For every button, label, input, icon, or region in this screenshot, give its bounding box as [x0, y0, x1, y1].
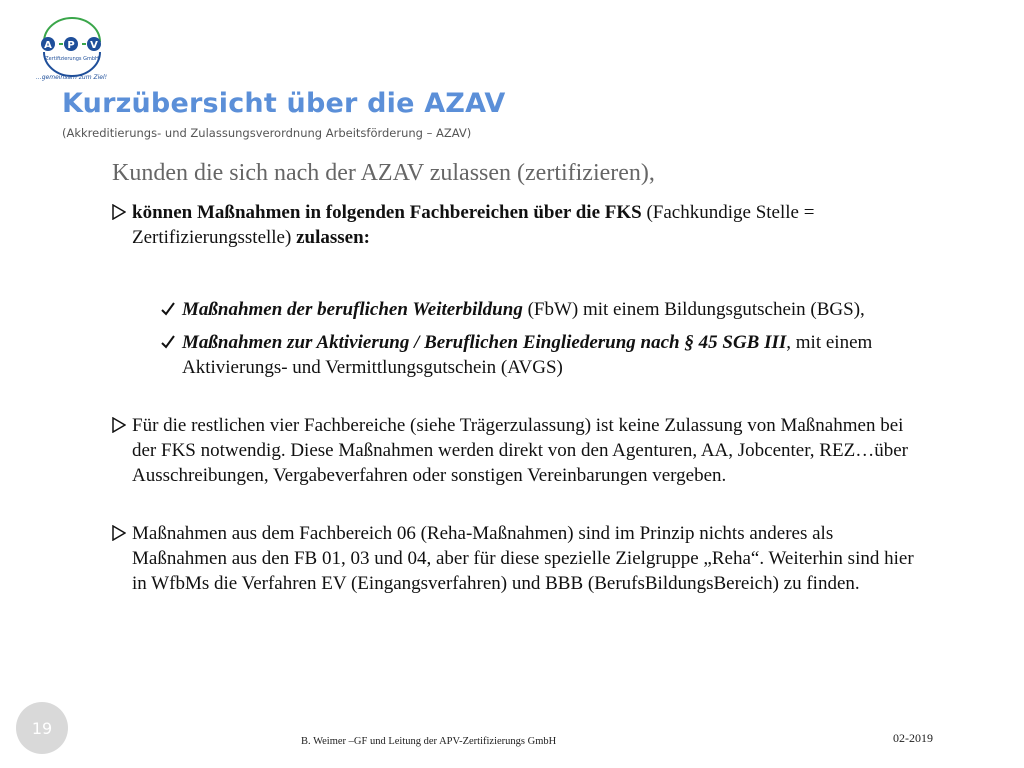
svg-text:P: P — [67, 40, 75, 51]
sub-item-fbw-rest: (FbW) mit einem Bildungsgutschein (BGS), — [522, 299, 865, 320]
footer-author: B. Weimer –GF und Leitung der APV-Zertifizierungs GmbH — [301, 736, 557, 747]
sub-item-avgs-emph: Maßnahmen zur Aktivierung / Beruflichen Eingliederung nach § 45 SGB III — [182, 332, 787, 353]
sub-item-avgs-rest: , mit einem Aktivierungs- und Vermittlungsgutschein (AVGS) — [182, 332, 873, 378]
section-heading: Kunden die sich nach der AZAV zulassen (zertifizieren), — [112, 160, 655, 186]
page-subtitle: (Akkreditierungs- und Zulassungsverordnung Arbeitsförderung – AZAV) — [62, 126, 472, 140]
bullet-reha-text: Maßnahmen aus dem Fachbereich 06 (Reha-Maßnahmen) sind im Prinzip nichts anderes als Maßnahmen aus den FB 01, 03 und 04, aber für diese spezielle Zielgruppe „Reha“. Weiterhin sind hier in WfbMs die Verfahren EV (Eingangsverfahren) und BBB (BerufsBildungsBereich) zu finden. — [132, 523, 914, 594]
slide-content — [110, 200, 930, 596]
slide-number: 19 — [16, 702, 68, 754]
checkmark-icon — [160, 334, 176, 350]
bullet-fks-bold: können Maßnahmen in folgenden Fachbereichen über die FKS — [132, 202, 642, 223]
bullet-fks-bold-end: zulassen: — [296, 227, 370, 248]
page-title: Kurzübersicht über die AZAV — [62, 88, 506, 119]
arrow-bullet-icon — [112, 417, 126, 433]
bullet-remaining-text: Für die restlichen vier Fachbereiche (siehe Trägerzulassung) ist keine Zulassung von Maßnahmen bei der FKS notwendig. Diese Maßnahmen werden direkt von den Agenturen, AA, Jobcenter, REZ…über Ausschreibungen, Vergabeverfahren oder sonstigen Vereinbarungen vergeben. — [132, 415, 908, 486]
bullet-fks-normal: (Fachkundige Stelle = Zertifizierungsstelle) — [132, 202, 815, 248]
checkmark-icon — [160, 301, 176, 317]
svg-text:V: V — [90, 40, 98, 51]
arrow-bullet-icon — [112, 204, 126, 220]
footer-date: 02-2019 — [893, 731, 933, 745]
sub-item-fbw-emph: Maßnahmen der beruflichen Weiterbildung — [182, 299, 523, 320]
sub-item-fbw — [110, 297, 930, 322]
arrow-bullet-icon — [112, 525, 126, 541]
logo-company: Zertifizierungs GmbH — [45, 56, 99, 62]
bullet-reha — [110, 521, 930, 596]
svg-text:A: A — [44, 40, 52, 51]
logo-tagline: ...gemeinsam zum Ziel! — [36, 74, 108, 81]
sub-item-avgs — [110, 330, 930, 380]
bullet-fks — [110, 200, 930, 250]
bullet-remaining-fields — [110, 413, 930, 488]
